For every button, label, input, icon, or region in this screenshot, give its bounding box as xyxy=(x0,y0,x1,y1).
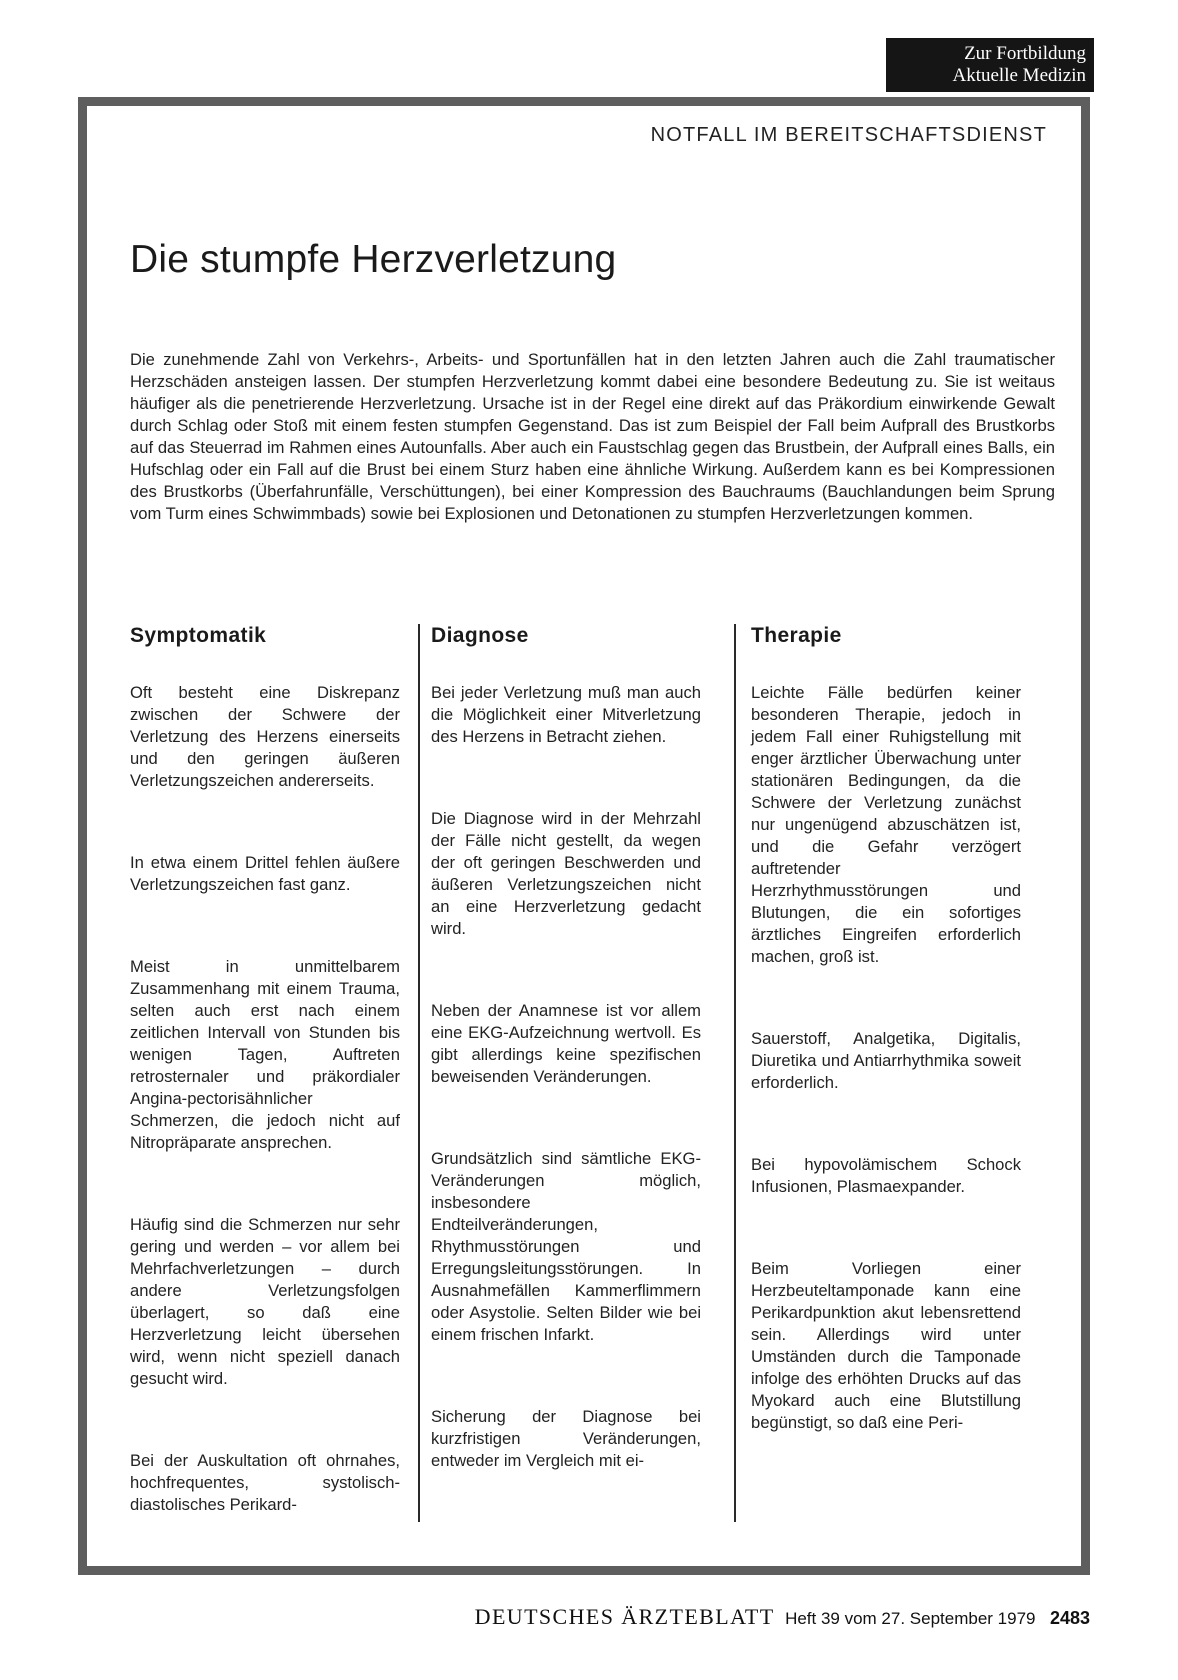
column-paragraph: Bei hypovolämischem Schock Infusionen, Plasmaexpander. xyxy=(751,1155,1021,1196)
column-paragraph: Bei jeder Verletzung muß man auch die Möglichkeit einer Mitverletzung des Herzens in Betracht ziehen. xyxy=(431,683,701,746)
page-footer xyxy=(0,1604,1090,1630)
column-paragraph: Neben der Anamnese ist vor allem eine EKG-Aufzeichnung wertvoll. Es gibt allerdings keine spezifischen beweisenden Veränderungen. xyxy=(431,1001,701,1086)
column-heading: Therapie xyxy=(751,624,842,647)
column-body xyxy=(751,682,1021,1434)
column-paragraph: Grundsätzlich sind sämtliche EKG-Veränderungen möglich, insbesondere Endteilveränderungen, Rhythmusstörungen und Erregungsleitungsstörungen. In Ausnahmefällen Kammerflimmern oder Asystolie. Selten Bilder wie bei einem frischen Infarkt. xyxy=(431,1149,701,1344)
article-intro: Die zunehmende Zahl von Verkehrs-, Arbeits- und Sportunfällen hat in den letzten Jahren auch die Zahl traumatischer Herzschäden ansteigen lassen. Der stumpfen Herzverletzung kommt dabei eine besondere Bedeutung zu. Sie ist weitaus häufiger als die penetrierende Herzverletzung. Ursache ist in der Regel eine direkt auf das Präkordium einwirkende Gewalt durch Schlag oder Stoß mit einem festen stumpfen Gegenstand. Das ist zum Beispiel der Fall beim Aufprall des Brustkorbs auf das Steuerrad im Rahmen eines Autounfalls. Aber auch ein Faustschlag gegen das Brustbein, der Aufprall eines Balls, ein Hufschlag oder ein Fall auf die Brust bei einem Sturz haben eine ähnliche Wirkung. Außerdem kann es bei Kompressionen des Brustkorbs (Überfahrunfälle, Verschüttungen), bei einer Kompression des Bauchraums (Bauchlandungen beim Sprung vom Turm eines Schwimmbads) sowie bei Explosionen und Detonationen zu stumpfen Herzverletzungen kommen. xyxy=(130,350,1055,523)
column-body xyxy=(130,682,400,1516)
column-paragraph: Sauerstoff, Analgetika, Digitalis, Diuretika und Antiarrhythmika soweit erforderlich. xyxy=(751,1029,1021,1092)
section-tab-line1: Zur Fortbildung xyxy=(964,43,1086,64)
column-divider xyxy=(734,624,736,1522)
column-paragraph: Die Diagnose wird in der Mehrzahl der Fälle nicht gestellt, da wegen der oft geringen Beschwerden und äußeren Verletzungszeichen nicht an eine Herzverletzung gedacht wird. xyxy=(431,809,701,938)
column-paragraph: Beim Vorliegen einer Herzbeuteltamponade kann eine Perikardpunktion akut lebensrettend sein. Allerdings wird unter Umständen durch die Tamponade infolge des erhöhten Drucks auf das Myokard auch eine Blutstillung begünstigt, so daß eine Peri- xyxy=(751,1259,1021,1432)
column-paragraph: Meist in unmittelbarem Zusammenhang mit einem Trauma, selten auch erst nach einem zeitlichen Intervall von Stunden bis wenigen Tagen, Auftreten retrosternaler und präkordialer Angina-pectorisähnlicher Schmerzen, die jedoch nicht auf Nitropräparate ansprechen. xyxy=(130,957,400,1152)
section-tab-line2: Aktuelle Medizin xyxy=(952,65,1086,86)
column-heading: Diagnose xyxy=(431,624,529,647)
column-paragraph: Leichte Fälle bedürfen keiner besonderen Therapie, jedoch in jedem Fall einer Ruhigstellung mit enger ärztlicher Überwachung unter stationären Bedingungen, da die Schwere der Verletzung zunächst nur ungenügend abzuschätzen ist, und die Gefahr verzögert auftretender Herzrhythmusstörungen und Blutungen, die ein sofortiges ärztliches Eingreifen erforderlich machen, groß ist. xyxy=(751,683,1021,966)
column-divider xyxy=(418,624,420,1522)
page-number: 2483 xyxy=(1049,1608,1090,1628)
column-paragraph: Sicherung der Diagnose bei kurzfristigen Veränderungen, entweder im Vergleich mit ei- xyxy=(431,1407,701,1470)
column-diagnose xyxy=(431,624,701,1470)
column-paragraph: Häufig sind die Schmerzen nur sehr gering und werden – vor allem bei Mehrfachverletzungen – durch andere Verletzungsfolgen überlagert, so daß eine Herzverletzung leicht übersehen wird, wenn nicht speziell danach gesucht wird. xyxy=(130,1215,400,1388)
column-heading: Symptomatik xyxy=(130,624,267,647)
column-therapie xyxy=(751,624,1021,1432)
column-body xyxy=(431,682,701,1472)
column-paragraph: Bei der Auskultation oft ohrnahes, hochfrequentes, systolisch-diastolisches Perikard- xyxy=(130,1451,400,1514)
journal-name: DEUTSCHES ÄRZTEBLATT xyxy=(474,1604,775,1629)
column-symptomatik xyxy=(130,624,400,1514)
article-frame xyxy=(78,97,1090,1575)
section-tab xyxy=(886,38,1094,92)
column-paragraph: Oft besteht eine Diskrepanz zwischen der Schwere der Verletzung des Herzens einerseits und den geringen äußeren Verletzungszeichen andererseits. xyxy=(130,683,400,790)
issue-info: Heft 39 vom 27. September 1979 xyxy=(785,1609,1036,1628)
article-kicker: NOTFALL IM BEREITSCHAFTSDIENST xyxy=(650,124,1047,146)
article-title: Die stumpfe Herzverletzung xyxy=(130,238,617,281)
column-paragraph: In etwa einem Drittel fehlen äußere Verletzungszeichen fast ganz. xyxy=(130,853,400,894)
